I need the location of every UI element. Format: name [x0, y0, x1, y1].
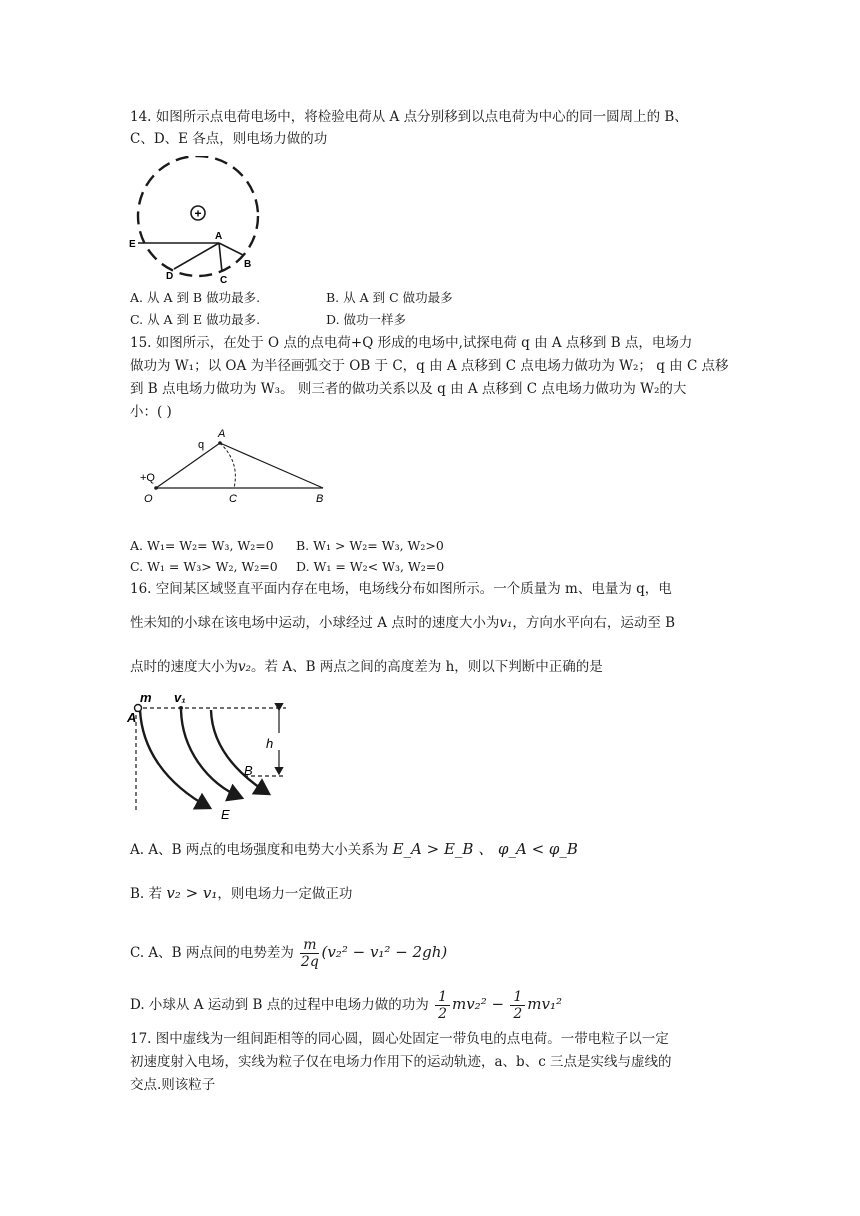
q14-label-A: A	[215, 231, 223, 242]
q14-option-d: D. 做功一样多	[326, 312, 407, 327]
q16-text-line2a: 性未知的小球在该电场中运动，小球经过 A 点时的速度大小为	[130, 615, 500, 631]
q16-option-d-text: D. 小球从 A 运动到 B 点的过程中电场力做的功为	[130, 997, 429, 1013]
q15-point-A	[218, 441, 222, 445]
q15-label-q: q	[198, 439, 205, 451]
q16-figure	[126, 688, 296, 820]
q16-text-line3b: 。若 A、B 两点之间的高度差为 h，则以下判断中正确的是	[251, 659, 603, 675]
q16-option-d-mid: mv₂² −	[451, 995, 505, 1013]
q14-line-AB	[219, 243, 243, 255]
q15-text-line1: 15. 如图所示，在处于 O 点的点电荷+Q 形成的电场中,试探电荷 q 由 A 点移到 B 点，电场力	[130, 335, 693, 351]
q16-field-line-3	[211, 710, 269, 794]
q16-option-c-text: C. A、B 两点间的电势差为	[130, 945, 294, 961]
q16-option-d-tail: mv₁²	[527, 995, 562, 1013]
q16-option-a	[130, 838, 740, 861]
q16-option-c-fraction	[300, 937, 319, 970]
q15-line-OA	[156, 443, 220, 488]
q14-label-C: C	[220, 275, 228, 286]
q16-option-a-math: E_A > E_B 、 φ_A < φ_B	[392, 840, 578, 858]
q15-text-line3: 到 B 点电场力做功为 W₃。 则三者的做功关系以及 q 由 A 点移到 C 点电场力做功为 W₂的大	[130, 381, 687, 397]
q14-label-D: D	[166, 271, 174, 282]
q14-option-a: A. 从 A 到 B 做功最多.	[130, 290, 261, 305]
q16-v1-point	[179, 706, 183, 710]
q16-field-line-1	[140, 710, 210, 808]
q16-option-b	[130, 882, 740, 905]
q16-option-d-fraction-1	[435, 989, 450, 1022]
q16-option-a-text: A. A、B 两点的电场强度和电势大小关系为	[130, 842, 389, 858]
q16-option-d	[130, 986, 740, 1023]
q14-text-line2: C、D、E 各点，则电场力做的功	[130, 131, 328, 147]
q15-text-line2: 做功为 W₁；以 OA 为半径画弧交于 OB 于 C，q 由 A 点移到 C 点电场力做功为 W₂； q 由 C 点移	[130, 358, 729, 374]
q15-text-line4: 小：( )	[130, 404, 172, 420]
q16-label-A: A	[127, 710, 137, 725]
q16-option-d-f1-den: 2	[438, 1006, 447, 1022]
q16-text-line2b: ，方向水平向右，运动至 B	[512, 615, 676, 631]
q15-arc-AC	[220, 443, 235, 488]
q16-label-B: B	[244, 763, 253, 778]
q15-option-d: D. W₁ = W₂< W₃, W₂=0	[296, 559, 445, 574]
q15-option-b: B. W₁ > W₂= W₃, W₂>0	[296, 538, 444, 553]
q16-option-c-frac-num: m	[300, 937, 319, 954]
q16-option-c	[130, 934, 740, 971]
q15-point-O	[154, 486, 158, 490]
q14-plus-label: +	[194, 206, 202, 221]
q16-label-m: m	[140, 690, 152, 705]
q14-label-B: B	[244, 259, 252, 270]
q16-option-d-f2-den: 2	[513, 1006, 523, 1022]
q16-label-E: E	[221, 807, 230, 820]
q16-option-d-f2-num: 1	[510, 989, 525, 1006]
q16-option-b-text: B. 若	[130, 886, 163, 902]
q16-text-line3	[130, 656, 740, 678]
q15-label-O: O	[144, 493, 153, 505]
q15-figure	[136, 426, 346, 506]
q15-option-a: A. W₁= W₂= W₃, W₂=0	[130, 538, 274, 553]
q16-label-h: h	[266, 736, 274, 751]
q16-v2-symbol: v₂	[238, 659, 252, 675]
q17-text-line3: 交点.则该粒子	[130, 1077, 216, 1093]
q16-option-d-f1-num: 1	[435, 989, 450, 1006]
q14-label-E: E	[129, 239, 136, 250]
q16-label-v1: v₁	[174, 690, 186, 705]
q15-label-C: C	[229, 493, 237, 505]
q15-option-c: C. W₁ = W₃> W₂, W₂=0	[130, 559, 278, 574]
q14-text-line1: 14. 如图所示点电荷电场中，将检验电荷从 A 点分别移到以点电荷为中心的同一圆周上的 B、	[130, 109, 688, 125]
q14-option-c: C. 从 A 到 E 做功最多.	[130, 312, 261, 327]
q16-option-c-tail: (v₂² − v₁² − 2gh)	[321, 943, 448, 961]
q16-option-b-tail: ，则电场力一定做正功	[217, 886, 353, 902]
q16-option-d-fraction-2	[510, 989, 525, 1022]
q16-v1-symbol: v₁	[499, 615, 513, 631]
q17-text-line1: 17. 图中虚线为一组间距相等的同心圆，圆心处固定一带负电的点电荷。一带电粒子以一定	[130, 1031, 669, 1047]
q15-label-B: B	[316, 493, 324, 505]
q17-text-line2: 初速度射入电场，实线为粒子仅在电场力作用下的运动轨迹，a、b、c 三点是实线与虚线的	[130, 1054, 672, 1070]
q14-option-b: B. 从 A 到 C 做功最多	[326, 290, 453, 305]
q15-label-A: A	[218, 428, 226, 440]
q16-text-line1: 16. 空间某区域竖直平面内存在电场，电场线分布如图所示。一个质量为 m、电量为 q，电	[130, 581, 672, 597]
q16-option-b-math: v₂ > v₁	[166, 884, 218, 902]
q16-text-line2	[130, 612, 740, 634]
q14-figure	[128, 156, 270, 286]
q16-option-c-frac-den: 2q	[300, 954, 319, 970]
q14-line-AD	[174, 243, 219, 269]
q14-line-AC	[219, 243, 222, 272]
q16-text-line3a: 点时的速度大小为	[130, 659, 238, 675]
q15-label-plusQ: +Q	[140, 472, 155, 484]
